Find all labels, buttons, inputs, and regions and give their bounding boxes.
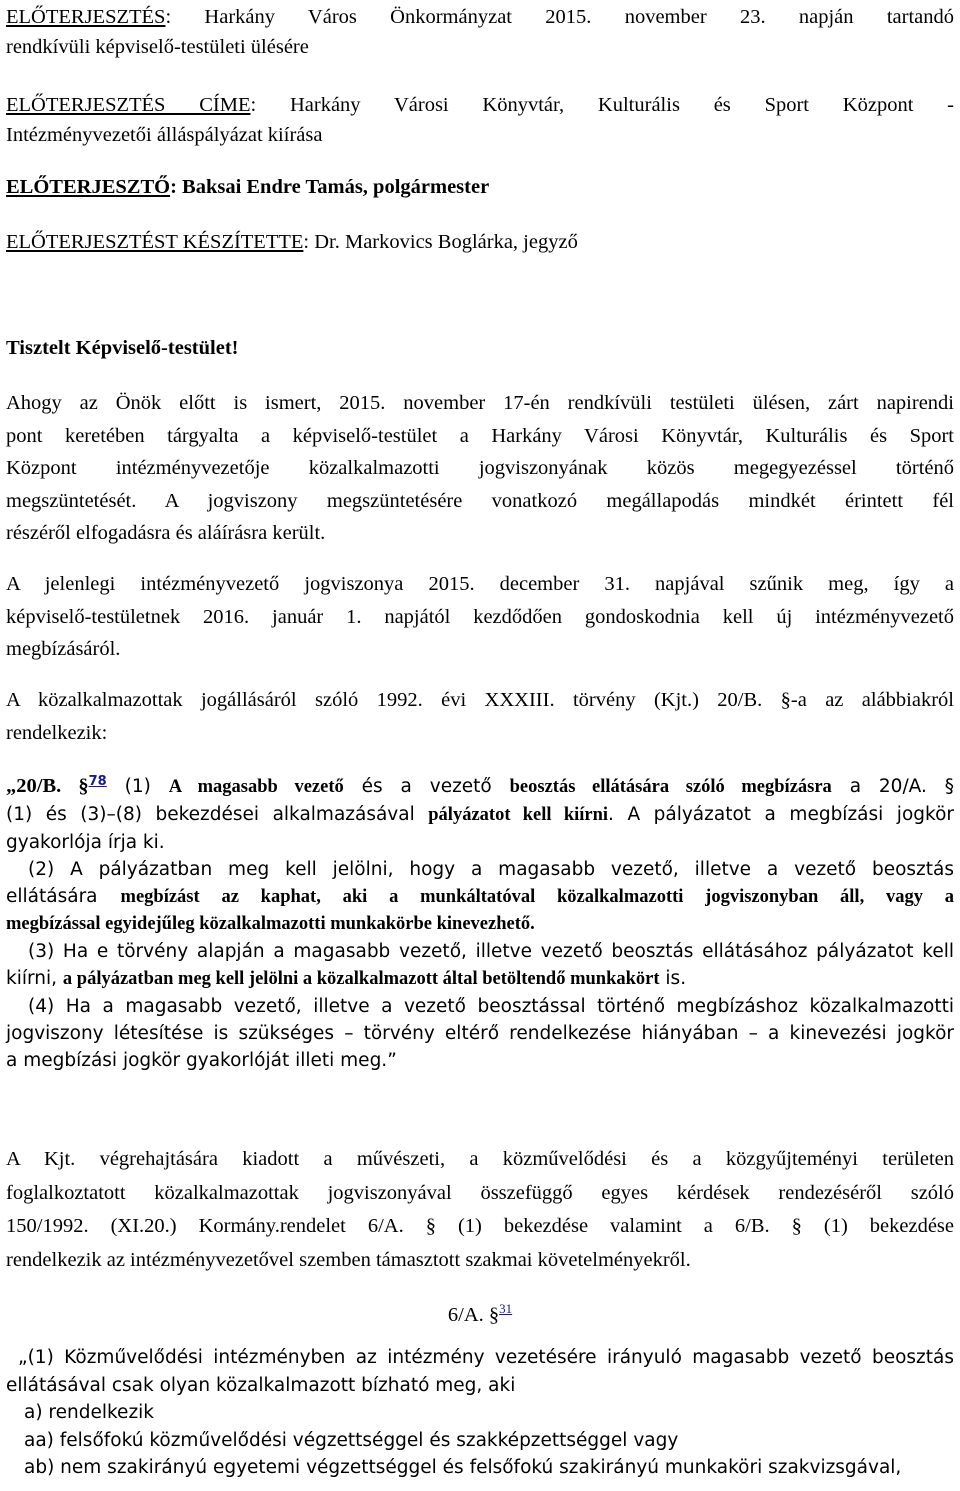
para2-line: képviselő-testületnek 2016. január 1. napjától kezdődően gondoskodnia kell új intézményvezető (6, 605, 954, 628)
law-quote-20b (6, 768, 954, 1074)
paragraph-1 (6, 387, 954, 550)
quote-bold: megbízást az kaphat, aki a munkáltatóval közalkalmazotti jogviszonyban áll, vagy a (120, 887, 954, 908)
quote-line-3: gyakorlója írja ki. (6, 832, 165, 854)
quote-text: kiírni, (6, 968, 63, 990)
keszitette-line (6, 227, 954, 257)
quote-bold: A magasabb vezető (168, 777, 344, 798)
section-heading-6a (6, 1294, 954, 1330)
quote-text: ellátására (6, 886, 121, 908)
para1-line: Központ intézményvezetője közalkalmazotti jogviszonyának közös megegyezéssel történő (6, 457, 954, 479)
quote-line-11: a megbízási jogkör gyakorlóját illeti meg.” (6, 1050, 397, 1072)
quote-bold: a pályázatban meg kell jelölni a közalkalmazott által betöltendő munkakört (62, 969, 660, 990)
quote-bold: beosztás ellátására szóló megbízásra (509, 777, 832, 798)
paragraph-3 (6, 684, 954, 749)
para2-line: A jelenlegi intézményvezető jogviszonya 2015. december 31. napjával szűnik meg, így a (6, 573, 954, 595)
para4-line: rendelkezik az intézményvezetővel szemben támasztott szakmai követelményekről. (6, 1248, 691, 1271)
eloterjeszto-line (6, 172, 954, 202)
para2-line: megbízásáról. (6, 638, 121, 660)
quote-text: a 20/A. § (831, 776, 955, 798)
salutation: Tisztelt Képviselő-testület! (6, 337, 239, 359)
quote-line-10: jogviszony létesítése is szükséges – törvény eltérő rendelkezése hiányában – a kinevezési jogkör (6, 1023, 954, 1045)
paragraph-4 (6, 1143, 954, 1277)
quote-line-8 (6, 965, 954, 993)
quote2-line: ellátásával csak olyan közalkalmazott bízható meg, aki (6, 1374, 516, 1396)
quote-line-4: (2) A pályázatban meg kell jelölni, hogy a magasabb vezető, illetve a vezető beosztás (28, 859, 954, 881)
footnote-31-link[interactable]: 31 (499, 1301, 513, 1316)
para4-line: 150/1992. (XI.20.) Kormány.rendelet 6/A. § (1) bekezdése valamint a 6/B. § (1) bekezdése (6, 1215, 954, 1237)
quote-text: (1) (106, 776, 169, 798)
quote-text: és a vezető (343, 776, 510, 798)
quote-line-9: (4) Ha a magasabb vezető, illetve a vezető beosztással történő megbízáshoz közalkalmazotti (28, 996, 954, 1018)
quote-line-5 (6, 883, 954, 911)
quote-line-2 (6, 801, 954, 829)
paragraph-2 (6, 568, 954, 666)
regulation-quote-6a (6, 1344, 954, 1482)
eloterjesztes-text: : Harkány Város Önkormányzat 2015. november 23. napján tartandó (165, 6, 954, 28)
cime-line-1 (6, 90, 954, 120)
cime-text-1: : Harkány Városi Könyvtár, Kulturális és Sport Központ - (250, 94, 955, 116)
quote-line-1 (6, 768, 954, 801)
cime-line-2 (6, 120, 954, 150)
para1-line: megszüntetését. A jogviszony megszüntetésére vonatkozó megállapodás mindkét érintett fél (6, 489, 954, 512)
quote2-line: ab) nem szakirányú egyetemi végzettséggel és felsőfokú szakirányú munkaköri szakvizsgával, (24, 1457, 902, 1478)
header-line-2-text: rendkívüli képviselő-testületi ülésére (6, 36, 309, 58)
cime-label: ELŐTERJESZTÉS CÍME (6, 94, 251, 116)
eloterjesztes-label: ELŐTERJESZTÉS (6, 6, 166, 28)
para3-line: A közalkalmazottak jogállásáról szóló 1992. évi XXXIII. törvény (Kjt.) 20/B. §-a az alábbiakról (6, 689, 954, 711)
quote-text: (1) és (3)–(8) bekezdései alkalmazásával (6, 804, 429, 826)
para4-line: A Kjt. végrehajtására kiadott a művészeti, a közművelődési és a közgyűjteményi területen (6, 1148, 954, 1170)
para1-line: részéről elfogadásra és aláírásra került. (6, 522, 326, 544)
quote-bold: pályázatot kell kiírni (428, 805, 609, 826)
quote2-line: „(1) Közművelődési intézményben az intézmény vezetésére irányuló magasabb vezető beosztás (18, 1347, 954, 1368)
header-line-1 (6, 2, 954, 32)
keszitette-label: ELŐTERJESZTÉST KÉSZÍTETTE (6, 231, 304, 253)
quote2-line: a) rendelkezik (24, 1402, 155, 1423)
quote-line-7: (3) Ha e törvény alapján a magasabb vezető, illetve vezető beosztás ellátásához pályázatot kell (28, 941, 954, 963)
para4-line: foglalkoztatott közalkalmazottak jogviszonyával összefüggő egyes kérdések rendezéséről szóló (6, 1181, 954, 1204)
quote-text: is. (659, 968, 687, 990)
para3-line: rendelkezik: (6, 721, 108, 744)
section-title: 6/A. § (447, 1303, 500, 1326)
footnote-78-link[interactable]: 78 (88, 774, 107, 789)
eloterjeszto-text: : Baksai Endre Tamás, polgármester (170, 176, 490, 198)
quote2-line: aa) felsőfokú közművelődési végzettséggel és szakképzettséggel vagy (24, 1429, 679, 1451)
para1-line: pont keretében tárgyalta a képviselő-testület a Harkány Városi Könyvtár, Kulturális és Sport (6, 424, 954, 447)
quote-text: . A pályázatot a megbízási jogkör (608, 804, 954, 826)
quote-section-ref: „20/B. § (6, 775, 89, 798)
cime-text-2: Intézményvezetői álláspályázat kiírása (6, 124, 323, 146)
header-line-2 (6, 32, 954, 62)
para1-line: Ahogy az Önök előtt is ismert, 2015. november 17-én rendkívüli testületi ülésen, zárt napirendi (6, 392, 954, 414)
eloterjeszto-label: ELŐTERJESZTŐ (6, 176, 171, 198)
keszitette-text: : Dr. Markovics Boglárka, jegyző (303, 231, 578, 253)
quote-line-6: megbízással egyidejűleg közalkalmazotti munkakörbe kinevezhető. (6, 914, 535, 935)
